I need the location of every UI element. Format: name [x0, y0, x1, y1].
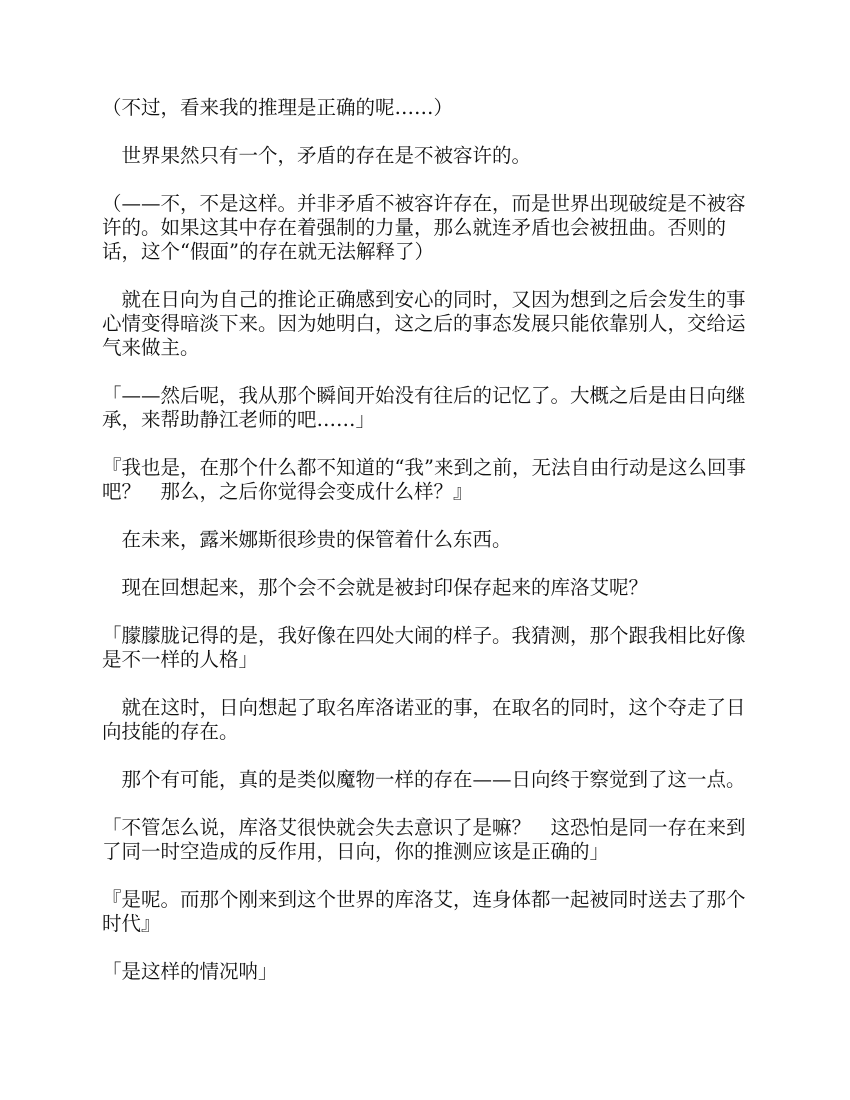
paragraph: 『我也是，在那个什么都不知道的“我”来到之前，无法自由行动是这么回事吧？ 那么，之后你觉得会变成什么样？』 [102, 456, 746, 503]
paragraph: 就在这时，日向想起了取名库洛诺亚的事，在取名的同时，这个夺走了日向技能的存在。 [102, 696, 746, 743]
paragraph: 「——然后呢，我从那个瞬间开始没有往后的记忆了。大概之后是由日向继承，来帮助静江老师的吧……」 [102, 384, 746, 431]
paragraph: 在未来，露米娜斯很珍贵的保管着什么东西。 [102, 528, 512, 551]
paragraph: 「不管怎么说，库洛艾很快就会失去意识了是嘛？ 这恐怕是同一存在来到了同一时空造成的反作用，日向，你的推测应该是正确的」 [102, 816, 746, 863]
paragraph: 现在回想起来，那个会不会就是被封印保存起来的库洛艾呢？ [102, 576, 649, 599]
paragraph: 『是呢。而那个刚来到这个世界的库洛艾，连身体都一起被同时送去了那个时代』 [102, 888, 746, 935]
paragraph: 那个有可能，真的是类似魔物一样的存在——日向终于察觉到了这一点。 [102, 768, 746, 791]
paragraph: 就在日向为自己的推论正确感到安心的同时，又因为想到之后会发生的事心情变得暗淡下来。因为她明白，这之后的事态发展只能依靠别人，交给运气来做主。 [102, 288, 746, 359]
paragraph: （不过，看来我的推理是正确的呢……） [102, 96, 454, 119]
document-page [102, 96, 748, 1008]
paragraph: 「朦朦胧记得的是，我好像在四处大闹的样子。我猜测，那个跟我相比好像是不一样的人格」 [102, 624, 746, 671]
paragraph: 「是这样的情况呐」 [102, 960, 278, 983]
paragraph: （——不，不是这样。并非矛盾不被容许存在，而是世界出现破绽是不被容许的。如果这其中存在着强制的力量，那么就连矛盾也会被扭曲。否则的话，这个“假面”的存在就无法解释了） [102, 192, 746, 263]
paragraph: 世界果然只有一个，矛盾的存在是不被容许的。 [102, 144, 532, 167]
